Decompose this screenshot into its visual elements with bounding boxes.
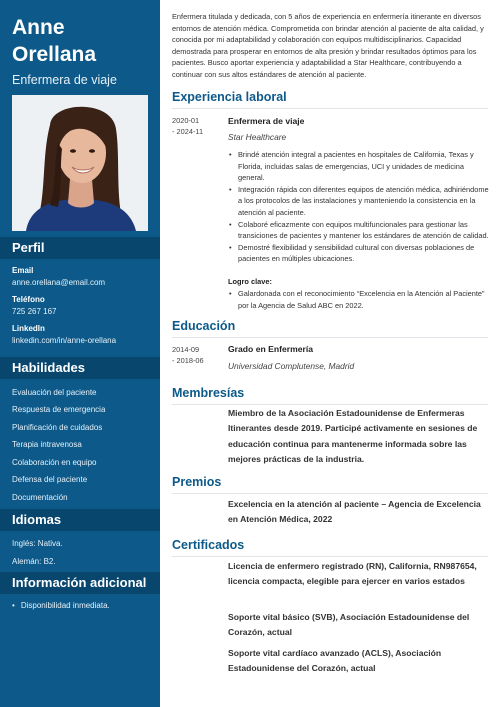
- education-date-start: 2014-09: [172, 345, 200, 354]
- degree-title: Grado en Enfermería: [228, 344, 314, 354]
- skill-item: Planificación de cuidados: [12, 423, 103, 432]
- achievement-label: Logro clave:: [228, 277, 272, 286]
- sidebar: [0, 0, 160, 707]
- skill-item: Defensa del paciente: [12, 475, 88, 484]
- award-item: Excelencia en la atención al paciente – Agencia de Excelencia en Atención Médica, 2022: [228, 499, 481, 525]
- experience-heading: Experiencia laboral: [172, 90, 488, 109]
- linkedin-label: LinkedIn: [12, 324, 45, 333]
- skill-item: Terapia intravenosa: [12, 440, 82, 449]
- profile-photo: [12, 95, 148, 231]
- awards-heading: Premios: [172, 475, 488, 494]
- memberships-heading: Membresías: [172, 386, 488, 405]
- skill-item: Documentación: [12, 493, 68, 502]
- certificate-item: Licencia de enfermero registrado (RN), California, RN987654, licencia compacta, elegible para ejercer en varios estados: [228, 561, 477, 587]
- list-item: • Brindé atención integral a pacientes en hospitales de California, Texas y Florida, incluidas salas de emergencias, UCI y unidades de medicina general.: [228, 149, 490, 184]
- job-date-start: 2020-01: [172, 116, 200, 125]
- candidate-name: [12, 14, 96, 68]
- job-dates: [172, 115, 222, 137]
- education-dates: [172, 344, 222, 366]
- languages-heading: Idiomas: [0, 509, 160, 531]
- portrait-illustration: [12, 95, 148, 231]
- job-title: Enfermera de viaje: [228, 116, 305, 126]
- language-item: Inglés: Nativa.: [12, 539, 63, 548]
- job-company: Star Healthcare: [228, 132, 287, 142]
- candidate-role: Enfermera de viaje: [12, 73, 117, 87]
- phone-value[interactable]: 725 267 167: [12, 307, 57, 316]
- education-heading: Educación: [172, 319, 488, 338]
- main-content: [160, 0, 500, 707]
- skill-item: Evaluación del paciente: [12, 388, 97, 397]
- phone-label: Teléfono: [12, 295, 45, 304]
- first-name: Anne: [12, 16, 65, 39]
- linkedin-value[interactable]: linkedin.com/in/anne-orellana: [12, 336, 117, 345]
- job-date-end: - 2024-11: [172, 127, 204, 136]
- list-item: • Demostré flexibilidad y sensibilidad cultural con diversas poblaciones de pacientes en múltiples ubicaciones.: [228, 242, 490, 265]
- list-item: • Galardonada con el reconocimiento “Excelencia en la Atención al Paciente” por la Agencia de Salud ABC en 2022.: [228, 288, 490, 311]
- job-achievements: [228, 288, 490, 311]
- list-item: • Colaboré eficazmente con equipos multifuncionales para gestionar las transiciones de pacientes y mantener los estándares de atención de calidad.: [228, 219, 490, 242]
- email-value[interactable]: anne.orellana@email.com: [12, 278, 106, 287]
- additional-info-heading: Información adicional: [0, 572, 160, 594]
- skill-item: Respuesta de emergencia: [12, 405, 106, 414]
- additional-info-item: • Disponibilidad inmediata.: [12, 601, 110, 610]
- professional-summary: Enfermera titulada y dedicada, con 5 años de experiencia en enfermería itinerante en diversos entornos de atención médica. Comprometida con brindar atención al paciente de alta calidad, y conocida por mi adaptabilidad y colaboración con equipos multidisciplinarios. Capacidad demostrada para prosperar en entornos de alta presión y brindar resultados óptimos para los pacientes. Busco aportar experiencia y adaptabilidad a Star Healthcare, contribuyendo a continuar con sus altos estándares de atención al paciente.: [172, 12, 484, 79]
- memberships-text: Miembro de la Asociación Estadounidense de Enfermeras Itinerantes desde 2019. Participé activamente en sesiones de educación continua para mantenerme informada sobre las mejores prácticas de la industria.: [228, 408, 478, 465]
- email-label: Email: [12, 266, 34, 275]
- certificate-item: Soporte vital cardíaco avanzado (ACLS), Asociación Estadounidense del Corazón, actual: [228, 648, 442, 674]
- job-responsibilities: [228, 149, 490, 265]
- list-item: • Integración rápida con diferentes equipos de atención médica, adhiriéndome a los protocolos de las instalaciones y manteniendo la consistencia en la atención al paciente.: [228, 184, 490, 219]
- skill-item: Colaboración en equipo: [12, 458, 97, 467]
- education-date-end: - 2018-06: [172, 356, 204, 365]
- certificates-heading: Certificados: [172, 538, 488, 557]
- profile-heading: Perfil: [0, 237, 160, 259]
- language-item: Alemán: B2.: [12, 557, 56, 566]
- last-name: Orellana: [12, 43, 97, 66]
- school-name: Universidad Complutense, Madrid: [228, 361, 355, 371]
- certificate-item: Soporte vital básico (SVB), Asociación Estadounidense del Corazón, actual: [228, 612, 470, 638]
- skills-heading: Habilidades: [0, 357, 160, 379]
